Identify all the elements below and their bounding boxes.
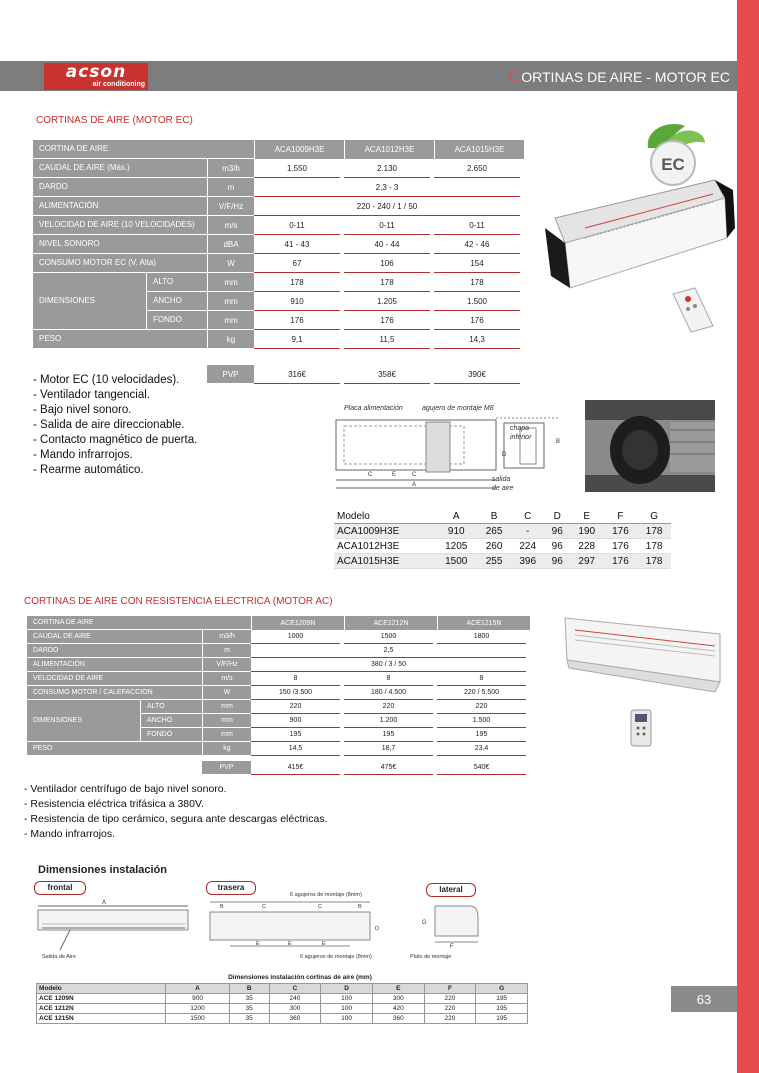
rear-letter: B	[220, 904, 224, 910]
spec-value: 1.205	[344, 292, 430, 311]
table-cell: 176	[604, 539, 638, 554]
table-cell: 1500	[166, 1014, 229, 1024]
dims-sub-label: FONDO	[141, 728, 202, 742]
table-cell: ACA1015H3E	[334, 554, 435, 569]
spec-row-label: CAUDAL DE AIRE (Máx.)	[33, 159, 207, 178]
table-cell: ACA1009H3E	[334, 524, 435, 539]
spec-unit: mm	[207, 273, 254, 292]
table-header-cell: E	[372, 984, 424, 994]
spec-row-label: DARDO	[33, 178, 207, 197]
table-cell: 35	[229, 994, 269, 1004]
spec-unit: mm	[207, 292, 254, 311]
table-cell: 1500	[435, 554, 477, 569]
spec-value: 67	[254, 254, 340, 273]
spec-unit: V/F/Hz	[207, 197, 254, 216]
table-row	[37, 994, 528, 1004]
table-cell: 420	[372, 1004, 424, 1014]
feature-item: - Motor EC (10 velocidades).	[33, 374, 180, 386]
table-cell: 96	[545, 554, 570, 569]
table-header-cell: C	[511, 509, 545, 524]
table-cell: 297	[570, 554, 604, 569]
drawing-label-inferior: inferior	[510, 434, 532, 441]
table-header-cell: G	[637, 509, 671, 524]
table-header-cell: D	[545, 509, 570, 524]
spec-value: 14,5	[251, 742, 340, 756]
feature-item: - Ventilador tangencial.	[33, 389, 150, 401]
install-title: Dimensiones instalación	[38, 864, 167, 876]
air-curtain-ec	[545, 180, 735, 288]
install-dimensions-table	[36, 983, 528, 1024]
table-cell: 1200	[166, 1004, 229, 1014]
table-cell: 35	[229, 1014, 269, 1024]
spec-value: 41 - 43	[254, 235, 340, 254]
spec-value: 106	[344, 254, 430, 273]
spec-value: 195	[344, 728, 433, 742]
pvp-value: 390€	[434, 365, 520, 384]
spec-value: 910	[254, 292, 340, 311]
spec-value: 1.550	[254, 159, 340, 178]
spec-value: 195	[251, 728, 340, 742]
spec-value: 0-11	[434, 216, 520, 235]
table-cell: ACE 1212N	[37, 1004, 166, 1014]
table-header-cell: C	[269, 984, 321, 994]
front-view	[38, 900, 188, 960]
table-cell: 265	[477, 524, 511, 539]
table-cell: 220	[424, 1014, 476, 1024]
spec-value: 42 - 46	[434, 235, 520, 254]
spec-unit: mm	[202, 714, 251, 728]
table-cell: 240	[269, 994, 321, 1004]
section2-title: CORTINAS DE AIRE CON RESISTENCIA ELECTRICA (MOTOR AC)	[24, 596, 333, 607]
table-cell: 1205	[435, 539, 477, 554]
side-letter: F	[450, 944, 454, 950]
drawing-label-agujero: agujero de montaje M8	[422, 405, 494, 412]
spec-value: 220	[437, 700, 526, 714]
spec-value: 8	[437, 672, 526, 686]
spec-unit: mm	[202, 728, 251, 742]
model-header: ACE1212N	[344, 616, 437, 630]
dims-sub-label: ANCHO	[141, 714, 202, 728]
table-cell: 300	[269, 1004, 321, 1014]
spec-value: 900	[251, 714, 340, 728]
spec-value: 11,5	[344, 330, 430, 349]
table-cell: 300	[372, 994, 424, 1004]
spec-value: 0-11	[344, 216, 430, 235]
page-title	[420, 61, 730, 91]
section1-title: CORTINAS DE AIRE (MOTOR EC)	[36, 115, 193, 126]
spec-value: 2,5	[251, 644, 526, 658]
table-cell: 100	[321, 1004, 373, 1014]
table-cell: 178	[637, 539, 671, 554]
model-header: ACA1015H3E	[434, 140, 524, 159]
dims-label: DIMENSIONES	[33, 273, 147, 330]
table-cell: 195	[476, 1004, 528, 1014]
rear-letter: B	[358, 904, 362, 910]
spec-value: 220	[344, 700, 433, 714]
model-header: ACA1009H3E	[254, 140, 344, 159]
features-list-ac	[24, 782, 327, 842]
feature-item: - Ventilador centrífugo de bajo nivel sonoro.	[24, 783, 227, 795]
spec-unit: V/F/Hz	[202, 658, 251, 672]
label-plato: Plato de montaje	[410, 954, 452, 960]
spec-value: 180 / 4.500	[344, 686, 433, 700]
drawing-label-de-aire: de aire	[492, 485, 514, 492]
spec-value: 220	[251, 700, 340, 714]
spec-unit: m3/h	[202, 630, 251, 644]
drawing-letter: E	[392, 472, 397, 478]
dimension-drawing-ec	[330, 398, 582, 503]
product-image-ac	[555, 610, 727, 760]
install-table-title: Dimensiones instalación cortinas de aire (mm)	[228, 974, 372, 981]
pvp-value: 358€	[344, 365, 430, 384]
table-header-cell: G	[476, 984, 528, 994]
spec-value: 0-11	[254, 216, 340, 235]
table-row	[334, 554, 671, 569]
drawing-label-chapa: chapa	[510, 425, 530, 432]
table-cell: 190	[570, 524, 604, 539]
spec-value: 220 / 5.500	[437, 686, 526, 700]
motor-photo	[585, 400, 715, 492]
table-cell: 396	[511, 554, 545, 569]
spec-row-label: ALIMENTACIÓN	[33, 197, 207, 216]
table-cell: 360	[372, 1014, 424, 1024]
product-image-ec	[545, 118, 737, 348]
table-cell: 35	[229, 1004, 269, 1014]
spec-value: 1.500	[437, 714, 526, 728]
table-cell: 910	[435, 524, 477, 539]
front-letter: A	[102, 900, 107, 906]
spec-value: 23,4	[437, 742, 526, 756]
drawing-letter: C	[412, 472, 417, 478]
table-cell: ACE 1209N	[37, 994, 166, 1004]
spec-value: 2.650	[434, 159, 520, 178]
side-letter: G	[422, 920, 427, 926]
spec-unit: W	[207, 254, 254, 273]
table-cell: 178	[637, 524, 671, 539]
table-header-cell: D	[321, 984, 373, 994]
brand-sub: air conditioning	[92, 81, 145, 88]
table-cell: 900	[166, 994, 229, 1004]
drawing-label-placa: Placa alimentación	[344, 405, 403, 412]
spec-row-label: VELOCIDAD DE AIRE (10 VELOCIDADES)	[33, 216, 207, 235]
remote-control-icon	[631, 710, 651, 746]
spec-value: 2,3 - 3	[254, 178, 520, 197]
dims-sub-label: FONDO	[147, 311, 207, 330]
spec-row-label: CONSUMO MOTOR / CALEFACCION	[27, 686, 202, 700]
table-cell: 220	[424, 994, 476, 1004]
table-header-row	[334, 509, 671, 524]
spec-value: 150 /3.500	[251, 686, 340, 700]
spec-unit: kg	[202, 742, 251, 756]
features-list-ec	[33, 373, 197, 478]
spec-value: 18,7	[344, 742, 433, 756]
spec-value: 2.130	[344, 159, 430, 178]
table-row	[334, 539, 671, 554]
table-cell: 195	[476, 994, 528, 1004]
spec-value: 178	[434, 273, 520, 292]
dims-sub-label: ANCHO	[147, 292, 207, 311]
spec-value: 176	[344, 311, 430, 330]
spec-unit: mm	[202, 700, 251, 714]
rear-letter: C	[318, 904, 322, 910]
spec-value: 8	[344, 672, 433, 686]
table-row	[334, 524, 671, 539]
tag-trasera: trasera	[206, 881, 256, 895]
spec-unit: m/s	[202, 672, 251, 686]
table-cell: 255	[477, 554, 511, 569]
pvp-value: 316€	[254, 365, 340, 384]
rear-letter: D	[375, 926, 379, 932]
table-row	[37, 1014, 528, 1024]
feature-item: - Salida de aire direccionable.	[33, 419, 185, 431]
model-header: ACE1215N	[437, 616, 530, 630]
table-header-cell: Modelo	[334, 509, 435, 524]
pvp-label: PVP	[202, 761, 251, 775]
table-cell: 100	[321, 994, 373, 1004]
table-cell: 96	[545, 539, 570, 554]
spec-value: 178	[254, 273, 340, 292]
label-salida: Salida de Aire	[42, 954, 76, 960]
weight-label: PESO	[33, 330, 207, 349]
pvp-value: 475€	[344, 761, 433, 775]
spec-unit: m	[207, 178, 254, 197]
table-header-cell: Modelo	[37, 984, 166, 994]
brand-logo	[44, 63, 148, 90]
spec-value: 380 / 3 / 50	[251, 658, 526, 672]
rear-letter: E	[288, 941, 292, 947]
page-title-rest: ORTINAS DE AIRE - MOTOR EC	[521, 69, 730, 85]
spec-value: 195	[437, 728, 526, 742]
spec-value: 40 - 44	[344, 235, 430, 254]
model-header: ACE1209N	[251, 616, 344, 630]
rear-view	[210, 892, 379, 960]
air-curtain-ac	[565, 618, 720, 692]
table-cell: 260	[477, 539, 511, 554]
table-header-cell: B	[229, 984, 269, 994]
spec-unit: dBA	[207, 235, 254, 254]
spec-value: 8	[251, 672, 340, 686]
spec-value: 154	[434, 254, 520, 273]
table-cell: 360	[269, 1014, 321, 1024]
model-header: ACA1012H3E	[344, 140, 434, 159]
rear-letter: C	[262, 904, 266, 910]
table-header-row	[37, 984, 528, 994]
tag-lateral: lateral	[426, 883, 476, 897]
spec-unit: kg	[207, 330, 254, 349]
table-header-label: CORTINA DE AIRE	[33, 140, 254, 159]
spec-unit: m3/h	[207, 159, 254, 178]
table-cell: 195	[476, 1014, 528, 1024]
feature-item: - Contacto magnético de puerta.	[33, 434, 198, 446]
tag-frontal: frontal	[34, 881, 86, 895]
feature-item: - Mando infrarrojos.	[33, 449, 133, 461]
pvp-label: PVP	[207, 365, 254, 384]
spec-unit: mm	[207, 311, 254, 330]
install-drawings	[30, 888, 500, 968]
drawing-letter: D	[502, 452, 507, 458]
dims-sub-label: ALTO	[141, 700, 202, 714]
ec-badge-text: EC	[661, 155, 685, 174]
brand-name: acson	[65, 62, 127, 82]
spec-value: 1000	[251, 630, 340, 644]
table-header-cell: F	[604, 509, 638, 524]
spec-value: 220 - 240 / 1 / 50	[254, 197, 520, 216]
rear-letter: E	[256, 941, 260, 947]
spec-row-label: NIVEL SONORO	[33, 235, 207, 254]
side-band	[737, 0, 759, 1073]
spec-row-label: VELOCIDAD DE AIRE	[27, 672, 202, 686]
rear-letter: E	[322, 941, 326, 947]
feature-item: - Resistencia eléctrica trifásica a 380V.	[24, 798, 204, 810]
table-cell: 224	[511, 539, 545, 554]
label-agujeros-bottom: 6 agujeros de montaje (8mm)	[300, 954, 372, 960]
feature-item: - Bajo nivel sonoro.	[33, 404, 132, 416]
spec-value: 1.500	[434, 292, 520, 311]
feature-item: - Rearme automático.	[33, 464, 144, 476]
feature-item: - Mando infrarrojos.	[24, 828, 116, 840]
table-cell: 228	[570, 539, 604, 554]
drawing-letter: A	[412, 482, 417, 488]
table-header-cell: A	[166, 984, 229, 994]
spec-value: 9,1	[254, 330, 340, 349]
table-cell: -	[511, 524, 545, 539]
spec-row-label: ALIMENTACIÓN	[27, 658, 202, 672]
table-header-cell: F	[424, 984, 476, 994]
spec-row-label: CAUDAL DE AIRE	[27, 630, 202, 644]
table-cell: 100	[321, 1014, 373, 1024]
remote-control-icon	[673, 288, 713, 332]
table-cell: 220	[424, 1004, 476, 1014]
table-header-cell: E	[570, 509, 604, 524]
model-dimensions-table-ec	[334, 509, 671, 569]
spec-value: 176	[254, 311, 340, 330]
feature-item: - Resistencia de tipo cerámico, segura ante descargas eléctricas.	[24, 813, 328, 825]
page-number: 63	[671, 986, 737, 1012]
pvp-value: 540€	[437, 761, 526, 775]
ec-badge-icon	[648, 124, 705, 185]
drawing-letter: C	[368, 472, 373, 478]
table-cell: 176	[604, 554, 638, 569]
table-cell: ACA1012H3E	[334, 539, 435, 554]
table-header-label: CORTINA DE AIRE	[27, 616, 251, 630]
table-cell: 178	[637, 554, 671, 569]
label-agujeros-top: 6 agujeros de montaje (8mm)	[290, 892, 362, 898]
drawing-label-salida: salida	[492, 476, 511, 483]
page-title-initial: C	[508, 67, 522, 86]
table-cell: 176	[604, 524, 638, 539]
spec-value: 176	[434, 311, 520, 330]
spec-value: 178	[344, 273, 430, 292]
spec-value: 14,3	[434, 330, 520, 349]
table-header-cell: B	[477, 509, 511, 524]
spec-row-label: DARDO	[27, 644, 202, 658]
spec-value: 1.200	[344, 714, 433, 728]
drawing-letter: B	[556, 439, 561, 445]
weight-label: PESO	[27, 742, 202, 756]
spec-value: 1500	[344, 630, 433, 644]
spec-unit: m	[202, 644, 251, 658]
table-cell: ACE 1215N	[37, 1014, 166, 1024]
table-cell: 96	[545, 524, 570, 539]
spec-value: 1800	[437, 630, 526, 644]
spec-row-label: CONSUMO MOTOR EC (V. Alta)	[33, 254, 207, 273]
side-view	[410, 906, 478, 960]
table-header-cell: A	[435, 509, 477, 524]
model-table	[334, 509, 671, 569]
dims-sub-label: ALTO	[147, 273, 207, 292]
spec-unit: W	[202, 686, 251, 700]
table-row	[37, 1004, 528, 1014]
dims-label: DIMENSIONES	[27, 700, 141, 742]
spec-unit: m/s	[207, 216, 254, 235]
pvp-value: 415€	[251, 761, 340, 775]
